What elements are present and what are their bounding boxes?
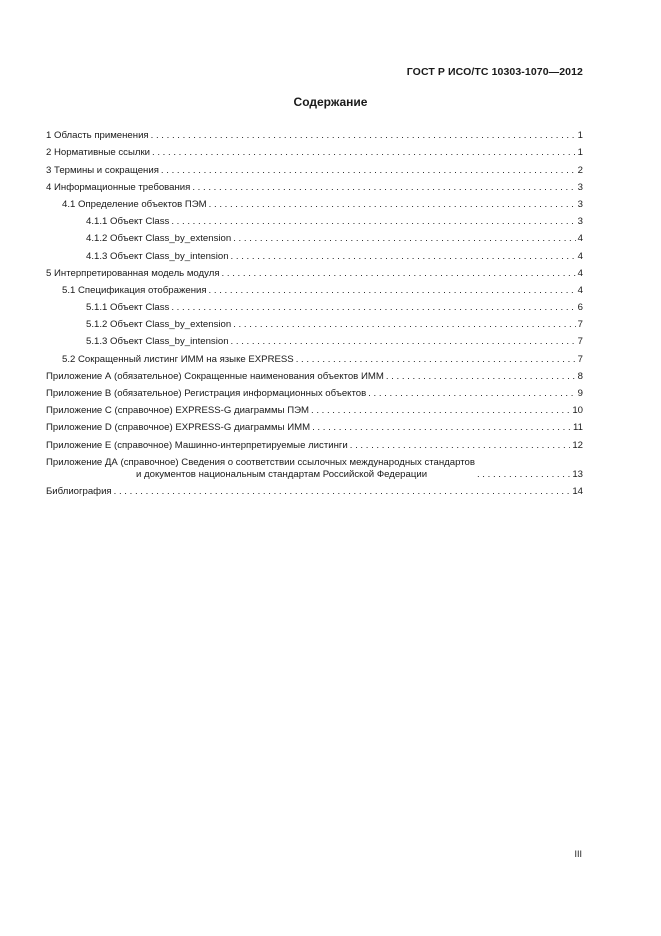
toc-page-number: 14 <box>572 485 583 497</box>
toc-page-number: 7 <box>577 319 583 331</box>
toc-leader-dots <box>233 319 575 331</box>
toc-page-number: 3 <box>577 216 583 228</box>
toc-entry-title: Библиография <box>46 485 112 497</box>
toc-entry-title: 5 Интерпретированная модель модуля <box>46 267 220 279</box>
toc-leader-dots <box>161 165 576 177</box>
toc-page-number: 6 <box>577 302 583 314</box>
toc-leader-dots <box>151 130 576 142</box>
toc-page-number: 12 <box>572 439 583 451</box>
toc-entry[interactable] <box>46 245 583 262</box>
toc-entry[interactable] <box>46 481 583 498</box>
toc-leader-dots <box>477 469 570 481</box>
toc-entry[interactable] <box>46 177 583 194</box>
toc-entry-title: 4.1.1 Объект Class <box>86 216 170 228</box>
toc-entry[interactable] <box>46 142 583 159</box>
toc-entry[interactable] <box>46 263 583 280</box>
toc-entry-title: 5.1.2 Объект Class_by_extension <box>86 319 232 331</box>
toc-leader-dots <box>171 302 575 314</box>
toc-entry-title: 5.2 Сокращенный листинг ИММ на языке EXPRESS <box>62 353 294 365</box>
toc-entry-title <box>46 457 475 481</box>
toc-page-number: 10 <box>572 405 583 417</box>
toc-entry-title: Приложение А (обязательное) Сокращенные наименования объектов ИММ <box>46 370 384 382</box>
toc-entry-title: 4.1 Определение объектов ПЭМ <box>62 198 207 210</box>
page-number: III <box>574 849 582 859</box>
table-of-contents <box>46 125 583 498</box>
toc-entry[interactable] <box>46 314 583 331</box>
toc-entry[interactable] <box>46 434 583 451</box>
toc-entry-title: 4 Информационные требования <box>46 181 191 193</box>
toc-entry-title: Приложение Е (справочное) Машинно-интерпретируемые листинги <box>46 439 348 451</box>
toc-entry[interactable] <box>46 228 583 245</box>
toc-entry[interactable] <box>46 194 583 211</box>
toc-entry[interactable] <box>46 366 583 383</box>
toc-entry-title: 5.1.1 Объект Class <box>86 302 170 314</box>
toc-entry[interactable] <box>46 331 583 348</box>
toc-leader-dots <box>312 422 571 434</box>
toc-page-number: 9 <box>577 388 583 399</box>
toc-page-number: 13 <box>572 468 583 480</box>
toc-entry[interactable] <box>46 348 583 365</box>
toc-leader-dots <box>231 336 576 348</box>
toc-leader-dots <box>368 388 575 400</box>
toc-leader-dots <box>114 486 571 498</box>
toc-page-number: 8 <box>577 370 583 382</box>
toc-page-number: 3 <box>577 181 583 193</box>
toc-entry-title: 5.1.3 Объект Class_by_intension <box>86 336 229 348</box>
toc-entry[interactable] <box>46 211 583 228</box>
toc-entry-title: 4.1.3 Объект Class_by_intension <box>86 250 229 262</box>
toc-entry[interactable] <box>46 125 583 142</box>
toc-leader-dots <box>209 199 576 211</box>
toc-page-number: 1 <box>577 130 583 142</box>
toc-leader-dots <box>233 233 575 245</box>
toc-leader-dots <box>192 182 575 194</box>
toc-leader-dots <box>296 354 576 366</box>
toc-entry-title: Приложение В (обязательное) Регистрация информационных объектов <box>46 388 367 399</box>
toc-entry-title: 3 Термины и сокращения <box>46 164 159 176</box>
toc-page-number: 7 <box>577 336 583 348</box>
toc-entry-title-line2: и документов национальным стандартам Российской Федерации <box>136 468 428 480</box>
toc-page-number: 4 <box>577 267 583 279</box>
document-number: ГОСТ Р ИСО/ТС 10303-1070—2012 <box>406 66 583 78</box>
toc-leader-dots <box>152 147 576 159</box>
toc-entry-title: Приложение D (справочное) EXPRESS-G диаграммы ИММ <box>46 422 311 434</box>
toc-page-number: 3 <box>577 198 583 210</box>
toc-entry[interactable] <box>46 297 583 314</box>
toc-leader-dots <box>311 405 570 417</box>
toc-leader-dots <box>350 440 571 452</box>
page-title: Содержание <box>293 95 368 109</box>
toc-entry[interactable] <box>46 400 583 417</box>
toc-entry[interactable] <box>46 452 583 481</box>
toc-entry-title: Приложение С (справочное) EXPRESS-G диаграммы ПЭМ <box>46 405 309 417</box>
toc-leader-dots <box>222 268 576 280</box>
toc-entry[interactable] <box>46 159 583 176</box>
toc-page-number: 4 <box>577 284 583 296</box>
toc-page-number: 11 <box>573 422 583 434</box>
toc-entry-title: 5.1 Спецификация отображения <box>62 284 207 296</box>
toc-leader-dots <box>171 216 575 228</box>
toc-page-number: 4 <box>577 250 583 262</box>
toc-entry[interactable] <box>46 383 583 400</box>
toc-entry-title-line1: Приложение ДА (справочное) Сведения о соответствии ссылочных международных стандартов <box>46 456 475 468</box>
toc-entry[interactable] <box>46 417 583 434</box>
toc-leader-dots <box>209 285 576 297</box>
toc-entry-title: 4.1.2 Объект Class_by_extension <box>86 233 232 245</box>
toc-entry-title: 1 Область применения <box>46 130 149 142</box>
toc-entry[interactable] <box>46 280 583 297</box>
toc-leader-dots <box>386 371 576 383</box>
toc-leader-dots <box>231 251 576 263</box>
toc-page-number: 7 <box>577 353 583 365</box>
toc-page-number: 1 <box>577 147 583 159</box>
toc-page-number: 2 <box>577 164 583 176</box>
toc-entry-title: 2 Нормативные ссылки <box>46 147 151 159</box>
toc-page-number: 4 <box>577 233 583 245</box>
